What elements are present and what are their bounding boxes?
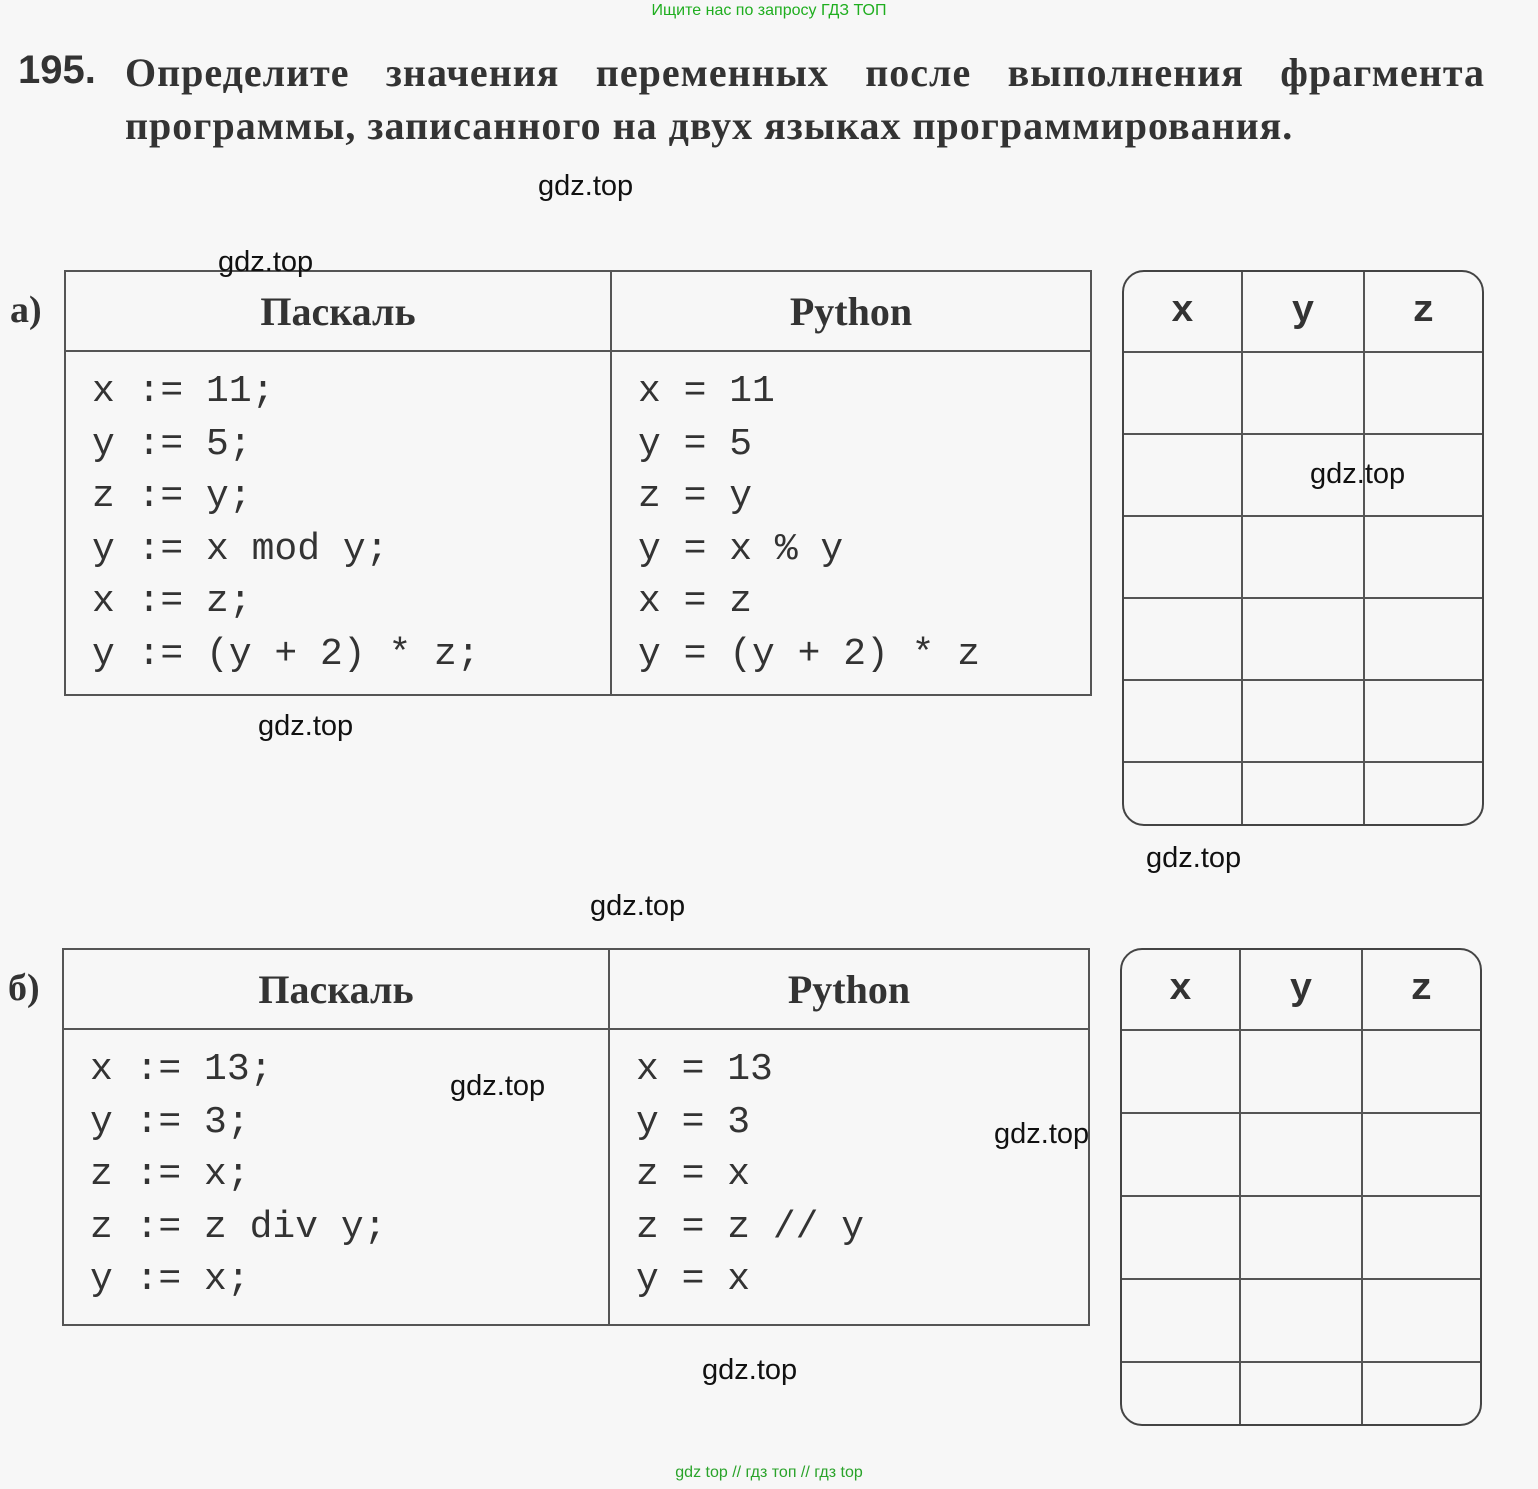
answer-cell[interactable] xyxy=(1124,434,1242,516)
code-line: y := (y + 2) * z; xyxy=(92,632,480,676)
watermark: gdz.top xyxy=(258,710,354,742)
answer-cell[interactable] xyxy=(1242,680,1364,762)
code-line: x := 11; xyxy=(92,370,275,413)
var-header-y: y xyxy=(1242,272,1364,352)
answer-cell[interactable] xyxy=(1242,352,1364,434)
code-line: y := x; xyxy=(90,1258,250,1301)
code-line: y = x % y xyxy=(638,527,844,571)
watermark: gdz.top xyxy=(702,1354,798,1386)
python-code xyxy=(611,351,1091,695)
answer-cell[interactable] xyxy=(1362,1362,1480,1424)
var-header-z: z xyxy=(1362,950,1480,1030)
part-b-label: б) xyxy=(8,967,40,1009)
watermark: gdz.top xyxy=(218,246,314,278)
watermark: gdz.top xyxy=(1310,458,1406,490)
python-code xyxy=(609,1029,1089,1325)
answer-cell[interactable] xyxy=(1364,598,1482,680)
code-line: x := 13; xyxy=(90,1048,273,1091)
answer-cell[interactable] xyxy=(1124,680,1242,762)
code-line: y := x mod y; xyxy=(92,527,389,571)
answer-cell[interactable] xyxy=(1242,598,1364,680)
part-b-variable-table xyxy=(1120,948,1482,1426)
code-line: z = z // y xyxy=(636,1205,865,1249)
answer-cell[interactable] xyxy=(1362,1196,1480,1279)
answer-cell[interactable] xyxy=(1364,352,1482,434)
answer-cell[interactable] xyxy=(1240,1030,1362,1113)
watermark: gdz.top xyxy=(994,1118,1090,1150)
answer-cell[interactable] xyxy=(1362,1030,1480,1113)
var-header-y: y xyxy=(1240,950,1362,1030)
code-line: z := y; xyxy=(92,475,252,518)
answer-cell[interactable] xyxy=(1240,1113,1362,1196)
part-a-variable-table xyxy=(1122,270,1484,826)
part-a-program-table xyxy=(64,270,1092,696)
answer-cell[interactable] xyxy=(1122,1113,1240,1196)
var-header-z: z xyxy=(1364,272,1482,352)
code-line: y = 5 xyxy=(638,422,753,466)
var-header-x: x xyxy=(1122,950,1240,1030)
code-line: z = x xyxy=(636,1153,751,1196)
answer-cell[interactable] xyxy=(1242,516,1364,598)
python-header: Python xyxy=(611,271,1091,351)
code-line: y = (y + 2) * z xyxy=(638,632,981,676)
code-line: z := z div y; xyxy=(90,1205,387,1249)
code-line: y = x xyxy=(636,1258,751,1301)
code-line: y = 3 xyxy=(636,1100,751,1144)
header-note: Ищите нас по запросу ГДЗ ТОП xyxy=(651,2,887,19)
answer-cell[interactable] xyxy=(1122,1362,1240,1424)
answer-cell[interactable] xyxy=(1364,680,1482,762)
answer-cell[interactable] xyxy=(1362,1279,1480,1362)
answer-cell[interactable] xyxy=(1364,516,1482,598)
answer-cell[interactable] xyxy=(1364,762,1482,824)
answer-cell[interactable] xyxy=(1240,1362,1362,1424)
answer-cell[interactable] xyxy=(1122,1279,1240,1362)
part-a-label: а) xyxy=(10,289,42,331)
answer-cell[interactable] xyxy=(1122,1030,1240,1113)
watermark: gdz.top xyxy=(450,1070,546,1102)
code-line: x = z xyxy=(638,580,753,623)
watermark: gdz.top xyxy=(590,890,686,922)
watermark: gdz.top xyxy=(1146,842,1242,874)
code-line: y := 3; xyxy=(90,1100,250,1144)
code-line: x = 11 xyxy=(638,370,775,413)
task-text: Определите значения переменных после выполнения фрагмента программы, записанного на двух языках программирования. xyxy=(125,50,1485,148)
answer-cell[interactable] xyxy=(1242,762,1364,824)
pascal-code xyxy=(65,351,611,695)
answer-cell[interactable] xyxy=(1124,598,1242,680)
code-line: z = y xyxy=(638,475,753,518)
answer-cell[interactable] xyxy=(1240,1279,1362,1362)
code-line: z := x; xyxy=(90,1153,250,1196)
var-header-x: x xyxy=(1124,272,1242,352)
code-line: x := z; xyxy=(92,580,252,623)
answer-cell[interactable] xyxy=(1240,1196,1362,1279)
answer-cell[interactable] xyxy=(1362,1113,1480,1196)
pascal-header: Паскаль xyxy=(63,949,609,1029)
watermark: gdz.top xyxy=(538,170,634,202)
code-line: x = 13 xyxy=(636,1048,773,1091)
footer-note: gdz top // гдз топ // гдз top xyxy=(675,1464,863,1481)
answer-cell[interactable] xyxy=(1124,516,1242,598)
part-b-program-table xyxy=(62,948,1090,1326)
answer-cell[interactable] xyxy=(1122,1196,1240,1279)
python-header: Python xyxy=(609,949,1089,1029)
answer-cell[interactable] xyxy=(1124,352,1242,434)
answer-cell[interactable] xyxy=(1124,762,1242,824)
code-line: y := 5; xyxy=(92,422,252,466)
pascal-header: Паскаль xyxy=(65,271,611,351)
task-number: 195. xyxy=(18,48,96,92)
